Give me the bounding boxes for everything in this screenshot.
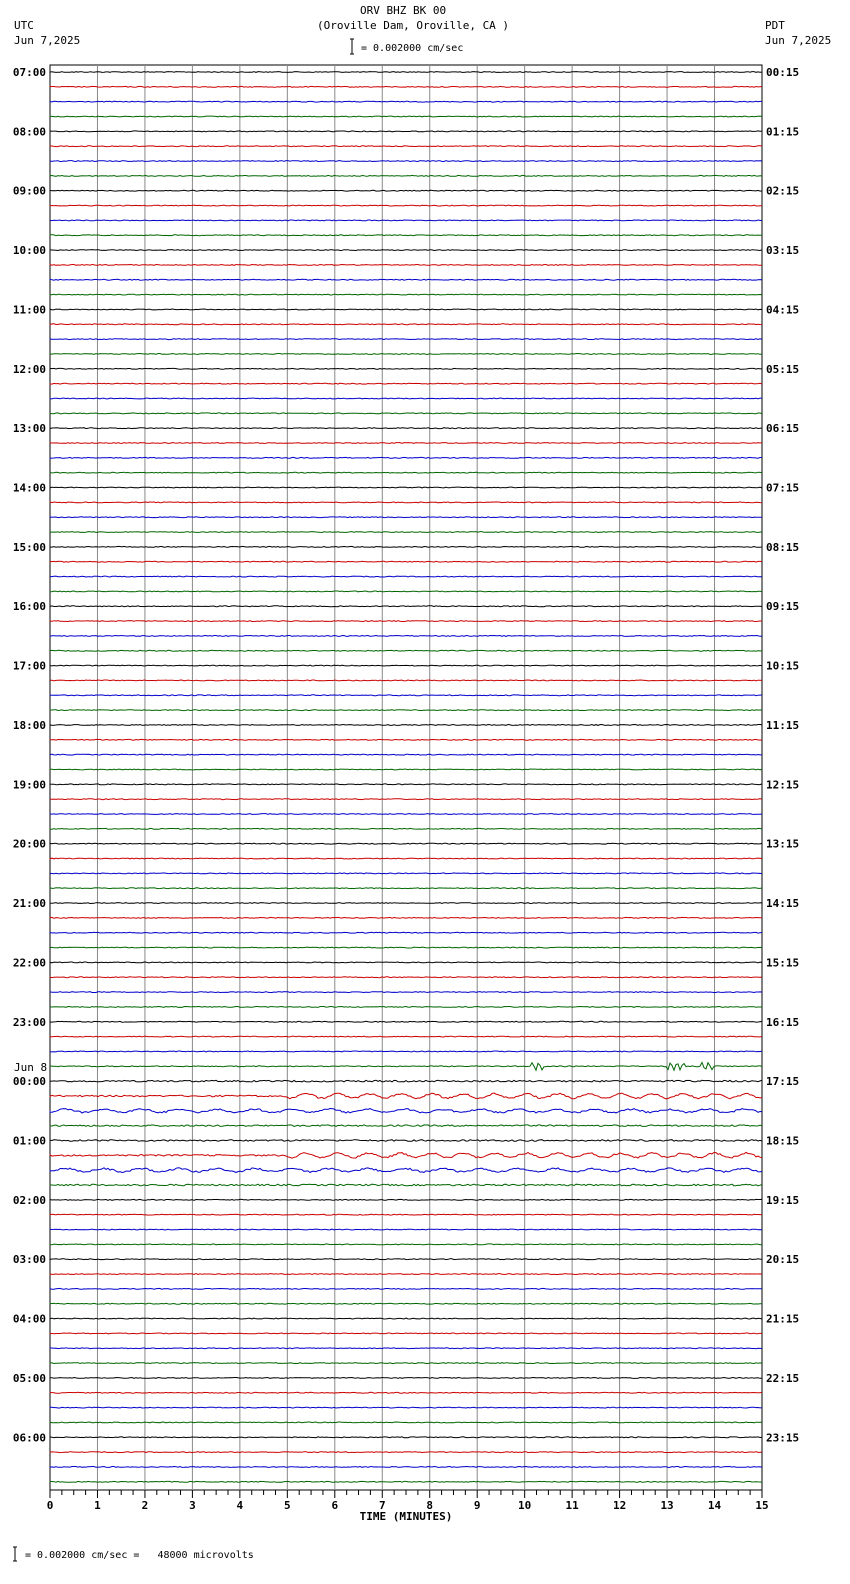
left-hour-label: 11:00: [12, 303, 46, 317]
trace-line: [50, 710, 762, 711]
x-tick-label: 4: [236, 1499, 244, 1512]
trace-line: [50, 888, 762, 889]
trace-line: [50, 1140, 762, 1142]
x-tick-label: 10: [518, 1499, 532, 1512]
trace-line: [50, 1333, 762, 1334]
x-tick-label: 13: [660, 1499, 674, 1512]
trace-line: [50, 1422, 762, 1423]
left-hour-label: 12:00: [12, 362, 46, 376]
trace-line: [50, 561, 762, 562]
trace-line: [50, 1452, 762, 1453]
left-hour-label: 22:00: [12, 956, 46, 970]
trace-line: [50, 843, 762, 844]
x-tick-label: 9: [473, 1499, 481, 1512]
footer-scale-text: = 0.002000 cm/sec = 48000 microvolts: [25, 1550, 254, 1561]
trace-line: [50, 650, 762, 651]
trace-line: [50, 368, 762, 369]
trace-line: [50, 725, 762, 726]
trace-line: [50, 1184, 762, 1186]
trace-line: [50, 383, 762, 384]
trace-line: [50, 324, 762, 325]
trace-line: [50, 873, 762, 874]
trace-line: [50, 828, 762, 829]
trace-line: [50, 784, 762, 785]
trace-line: [50, 146, 762, 147]
left-hour-label: 10:00: [12, 244, 46, 258]
trace-line: [50, 1363, 762, 1364]
trace-line: [50, 309, 762, 310]
right-hour-label: 14:15: [766, 897, 800, 911]
trace-line: [50, 398, 762, 399]
trace-line: [50, 1481, 762, 1482]
left-hour-label: 08:00: [12, 125, 46, 139]
plot-frame: [50, 65, 762, 1490]
trace-line: [50, 858, 762, 859]
right-hour-label: 02:15: [766, 184, 800, 198]
right-hour-label: 23:15: [766, 1431, 800, 1445]
left-hour-label: 15:00: [12, 540, 46, 554]
trace-line: [50, 1080, 762, 1082]
x-tick-label: 2: [141, 1499, 149, 1512]
right-hour-label: 01:15: [766, 125, 800, 139]
right-hour-label: 10:15: [766, 659, 800, 673]
right-hour-label: 06:15: [766, 422, 800, 436]
right-hour-label: 20:15: [766, 1253, 800, 1267]
left-hour-label: 20:00: [12, 837, 46, 851]
trace-line: [50, 903, 762, 904]
left-hour-label: 06:00: [12, 1431, 46, 1445]
x-tick-label: 3: [189, 1499, 196, 1512]
trace-line: [50, 992, 762, 993]
trace-line: [50, 799, 762, 800]
trace-line: [50, 1007, 762, 1008]
trace-line: [50, 472, 762, 473]
trace-line: [50, 1303, 762, 1304]
trace-line: [50, 1318, 762, 1319]
x-tick-label: 8: [426, 1499, 434, 1512]
trace-line: [50, 220, 762, 221]
trace-line: [50, 1407, 762, 1408]
trace-line: [50, 1199, 762, 1200]
right-timezone: PDT: [765, 19, 785, 32]
trace-line: [50, 190, 762, 191]
left-hour-label: 13:00: [12, 422, 46, 436]
trace-line: [50, 947, 762, 948]
trace-line: [50, 739, 762, 740]
trace-line: [50, 532, 762, 533]
trace-line: [50, 814, 762, 815]
left-hour-label: 02:00: [12, 1193, 46, 1207]
right-date: Jun 7,2025: [765, 34, 832, 47]
trace-line: [50, 665, 762, 666]
left-hour-label: 03:00: [12, 1253, 46, 1267]
right-hour-label: 05:15: [766, 362, 800, 376]
left-hour-label: 18:00: [12, 718, 46, 732]
left-hour-label: 17:00: [12, 659, 46, 673]
left-hour-label: 05:00: [12, 1371, 46, 1385]
right-hour-label: 21:15: [766, 1312, 800, 1326]
trace-line: [50, 354, 762, 355]
x-tick-label: 12: [612, 1499, 627, 1512]
trace-line: [50, 1036, 762, 1037]
x-tick-label: 6: [331, 1499, 339, 1512]
left-hour-label: 16:00: [12, 600, 46, 614]
right-hour-label: 04:15: [766, 303, 800, 317]
x-tick-label: 5: [284, 1499, 291, 1512]
right-hour-label: 18:15: [766, 1134, 800, 1148]
left-hour-label: 01:00: [12, 1134, 46, 1148]
right-hour-label: 07:15: [766, 481, 800, 495]
trace-line: [50, 250, 762, 251]
trace-line: [50, 443, 762, 444]
trace-line: [50, 175, 762, 176]
x-tick-label: 0: [46, 1499, 54, 1512]
trace-line: [50, 86, 762, 87]
trace-line: [50, 576, 762, 577]
trace-line: [50, 1348, 762, 1349]
trace-line: [50, 754, 762, 755]
right-hour-label: 13:15: [766, 837, 800, 851]
left-hour-label: 14:00: [12, 481, 46, 495]
right-hour-label: 22:15: [766, 1371, 800, 1385]
right-hour-label: 09:15: [766, 600, 800, 614]
trace-line: [50, 1021, 762, 1022]
trace-line: [50, 680, 762, 681]
trace-line: [50, 279, 762, 280]
trace-line: [50, 101, 762, 102]
date-change-label: Jun 8: [14, 1061, 48, 1074]
trace-line: [50, 131, 762, 132]
trace-line: [50, 1259, 762, 1260]
trace-line: [50, 1229, 762, 1230]
trace-line: [50, 977, 762, 978]
left-hour-label: 04:00: [12, 1312, 46, 1326]
trace-line: [50, 1437, 762, 1438]
trace-line: [50, 546, 762, 547]
x-axis-label: TIME (MINUTES): [359, 1510, 453, 1523]
trace-line: [50, 457, 762, 458]
trace-line: [50, 517, 762, 518]
trace-line: [50, 636, 762, 637]
trace-line: [50, 1244, 762, 1245]
trace-line: [50, 621, 762, 622]
trace-line: [50, 1288, 762, 1289]
trace-line: [50, 428, 762, 429]
trace-line: [50, 1214, 762, 1215]
trace-line: [50, 917, 762, 918]
left-hour-label: 21:00: [12, 897, 46, 911]
x-tick-label: 7: [378, 1499, 386, 1512]
trace-line: [50, 1125, 762, 1127]
trace-line: [50, 932, 762, 933]
trace-line: [50, 769, 762, 770]
right-hour-label: 11:15: [766, 718, 800, 732]
trace-line: [50, 235, 762, 236]
right-hour-label: 17:15: [766, 1075, 800, 1089]
trace-line: [50, 1093, 762, 1099]
right-hour-label: 08:15: [766, 540, 800, 554]
trace-line: [50, 487, 762, 488]
trace-line: [50, 1051, 762, 1052]
left-hour-label: 19:00: [12, 778, 46, 792]
trace-line: [50, 1168, 762, 1173]
trace-line: [50, 1109, 762, 1114]
trace-line: [50, 205, 762, 206]
left-hour-label: 23:00: [12, 1015, 46, 1029]
trace-line: [50, 72, 762, 73]
trace-line: [50, 339, 762, 340]
trace-line: [50, 1467, 762, 1468]
right-hour-label: 16:15: [766, 1015, 800, 1029]
right-hour-label: 19:15: [766, 1193, 800, 1207]
trace-line: [50, 1378, 762, 1379]
trace-line: [50, 606, 762, 607]
trace-line: [50, 591, 762, 592]
x-tick-label: 15: [755, 1499, 769, 1512]
trace-line: [50, 695, 762, 696]
right-hour-label: 03:15: [766, 244, 800, 258]
trace-line: [50, 1274, 762, 1275]
trace-line: [50, 161, 762, 162]
station-location: (Oroville Dam, Oroville, CA ): [317, 19, 510, 32]
station-title: ORV BHZ BK 00: [360, 4, 447, 17]
trace-line: [50, 116, 762, 117]
trace-line: [50, 413, 762, 414]
right-hour-label: 15:15: [766, 956, 800, 970]
left-timezone: UTC: [14, 19, 34, 32]
right-hour-label: 12:15: [766, 778, 800, 792]
trace-line: [50, 1392, 762, 1393]
trace-line: [50, 962, 762, 963]
x-tick-label: 11: [565, 1499, 579, 1512]
trace-line: [50, 294, 762, 295]
x-tick-label: 14: [707, 1499, 722, 1512]
trace-line: [50, 1063, 762, 1071]
left-hour-label: 07:00: [12, 66, 46, 79]
x-tick-label: 1: [94, 1499, 101, 1512]
trace-line: [50, 502, 762, 503]
trace-line: [50, 1152, 762, 1158]
left-date: Jun 7,2025: [14, 34, 81, 47]
trace-line: [50, 265, 762, 266]
scale-text: = 0.002000 cm/sec: [361, 43, 464, 54]
left-hour-label: 00:00: [12, 1075, 46, 1089]
right-hour-label: 00:15: [766, 66, 800, 79]
left-hour-label: 09:00: [12, 184, 46, 198]
